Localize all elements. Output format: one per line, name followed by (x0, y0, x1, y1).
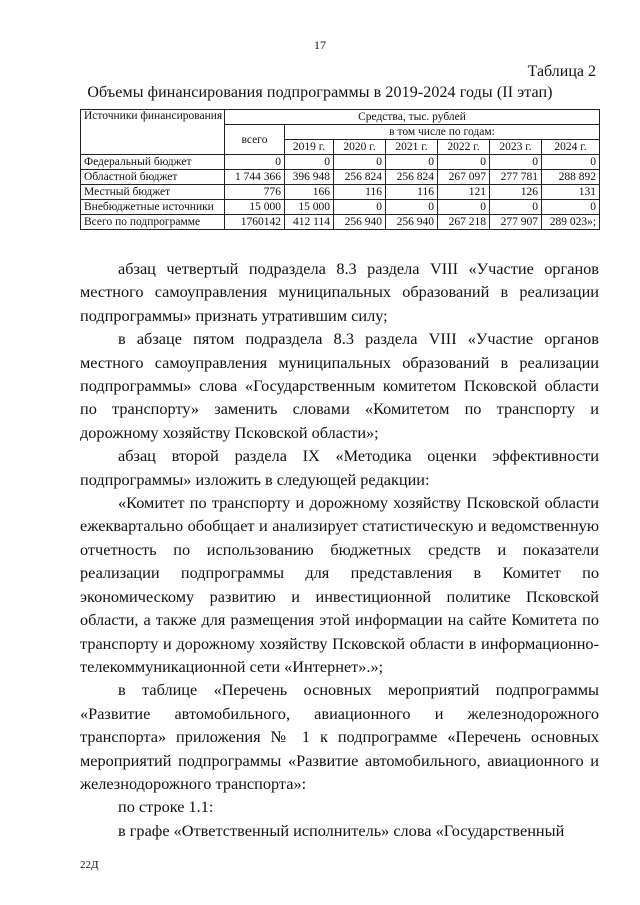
cell-value: 0 (334, 155, 386, 170)
cell-value: 116 (334, 185, 386, 200)
cell-value: 256 824 (334, 170, 386, 185)
document-body (80, 257, 599, 842)
row-source: Местный бюджет (81, 185, 225, 200)
table-row (81, 170, 600, 185)
cell-value: 0 (334, 200, 386, 215)
row-source: Федеральный бюджет (81, 155, 225, 170)
header-year: 2022 г. (438, 140, 490, 155)
cell-value: 0 (225, 155, 285, 170)
header-funds: Средства, тыс. рублей (225, 110, 600, 125)
header-year: 2021 г. (386, 140, 438, 155)
cell-value: 15 000 (285, 200, 334, 215)
table-row (81, 155, 600, 170)
paragraph: в таблице «Перечень основных мероприятий подпрограммы «Развитие автомобильного, авиационного и железнодорожного транспорта» приложения № 1 к подпрограмме «Перечень основных мероприятий подпрограммы «Развитие автомобильного, авиационного и железнодорожного транспорта»: (80, 680, 599, 793)
cell-value: 116 (386, 185, 438, 200)
cell-value: 0 (438, 155, 490, 170)
row-source: Областной бюджет (81, 170, 225, 185)
cell-value: 412 114 (285, 215, 334, 230)
cell-value: 121 (438, 185, 490, 200)
header-total: всего (225, 125, 285, 155)
cell-value: 1760142 (225, 215, 285, 230)
table-label: Таблица 2 (527, 63, 596, 80)
cell-value: 267 097 (438, 170, 490, 185)
cell-value: 1 744 366 (225, 170, 285, 185)
cell-value: 126 (490, 185, 542, 200)
financing-table (80, 109, 600, 230)
cell-value: 0 (438, 200, 490, 215)
table-header-row (81, 110, 600, 125)
paragraph: в абзаце пятом подраздела 8.3 раздела VIII «Участие органов местного самоуправления муниципальных образований в реализации подпрограммы» слова «Государственным комитетом Псковской области по транспорту» заменить словами «Комитетом по транспорту и дорожному хозяйству Псковской области»; (80, 329, 599, 442)
table-row (81, 200, 600, 215)
cell-value: 0 (542, 200, 600, 215)
paragraph: по строке 1.1: (118, 797, 214, 817)
cell-value: 0 (542, 155, 600, 170)
cell-value: 289 023»; (542, 215, 600, 230)
cell-value: 396 948 (285, 170, 334, 185)
cell-value: 256 940 (386, 215, 438, 230)
header-sources: Источники финансирования (81, 110, 225, 155)
table-title: Объемы финансирования подпрограммы в 2019-2024 годы (II этап) (87, 84, 553, 101)
cell-value: 166 (285, 185, 334, 200)
cell-value: 267 218 (438, 215, 490, 230)
paragraph: абзац второй раздела IX «Методика оценки эффективности подпрограммы» изложить в следующей редакции: (80, 446, 599, 489)
cell-value: 0 (386, 155, 438, 170)
cell-value: 277 781 (490, 170, 542, 185)
cell-value: 256 824 (386, 170, 438, 185)
header-year: 2020 г. (334, 140, 386, 155)
footer-code: 22Д (80, 859, 99, 871)
cell-value: 277 907 (490, 215, 542, 230)
page-number: 17 (314, 38, 326, 52)
paragraph: «Комитет по транспорту и дорожному хозяйству Псковской области ежеквартально обобщает и анализирует статистическую и ведомственную отчетность по использованию бюджетных средств и показатели реализации подпрограммы для представления в Комитет по экономическому развитию и инвестиционной политике Псковской области, а также для размещения этой информации на сайте Комитета по транспорту и дорожному хозяйству Псковской области в информационно-телекоммуникационной сети «Интернет».»; (80, 493, 599, 676)
paragraph: в графе «Ответственный исполнитель» слова «Государственный (118, 820, 565, 840)
cell-value: 0 (490, 155, 542, 170)
cell-value: 0 (490, 200, 542, 215)
cell-value: 776 (225, 185, 285, 200)
cell-value: 131 (542, 185, 600, 200)
table-row-total (81, 215, 600, 230)
cell-value: 0 (386, 200, 438, 215)
paragraph: абзац четвертый подраздела 8.3 раздела VIII «Участие органов местного самоуправления муниципальных образований в реализации подпрограммы» признать утратившим силу; (80, 259, 599, 325)
header-year: 2024 г. (542, 140, 600, 155)
cell-value: 288 892 (542, 170, 600, 185)
header-year: 2019 г. (285, 140, 334, 155)
row-source: Всего по подпрограмме (81, 215, 225, 230)
table-row (81, 185, 600, 200)
cell-value: 0 (285, 155, 334, 170)
row-source: Внебюджетные источники (81, 200, 225, 215)
header-year: 2023 г. (490, 140, 542, 155)
cell-value: 15 000 (225, 200, 285, 215)
cell-value: 256 940 (334, 215, 386, 230)
header-by-years: в том числе по годам: (285, 125, 600, 140)
